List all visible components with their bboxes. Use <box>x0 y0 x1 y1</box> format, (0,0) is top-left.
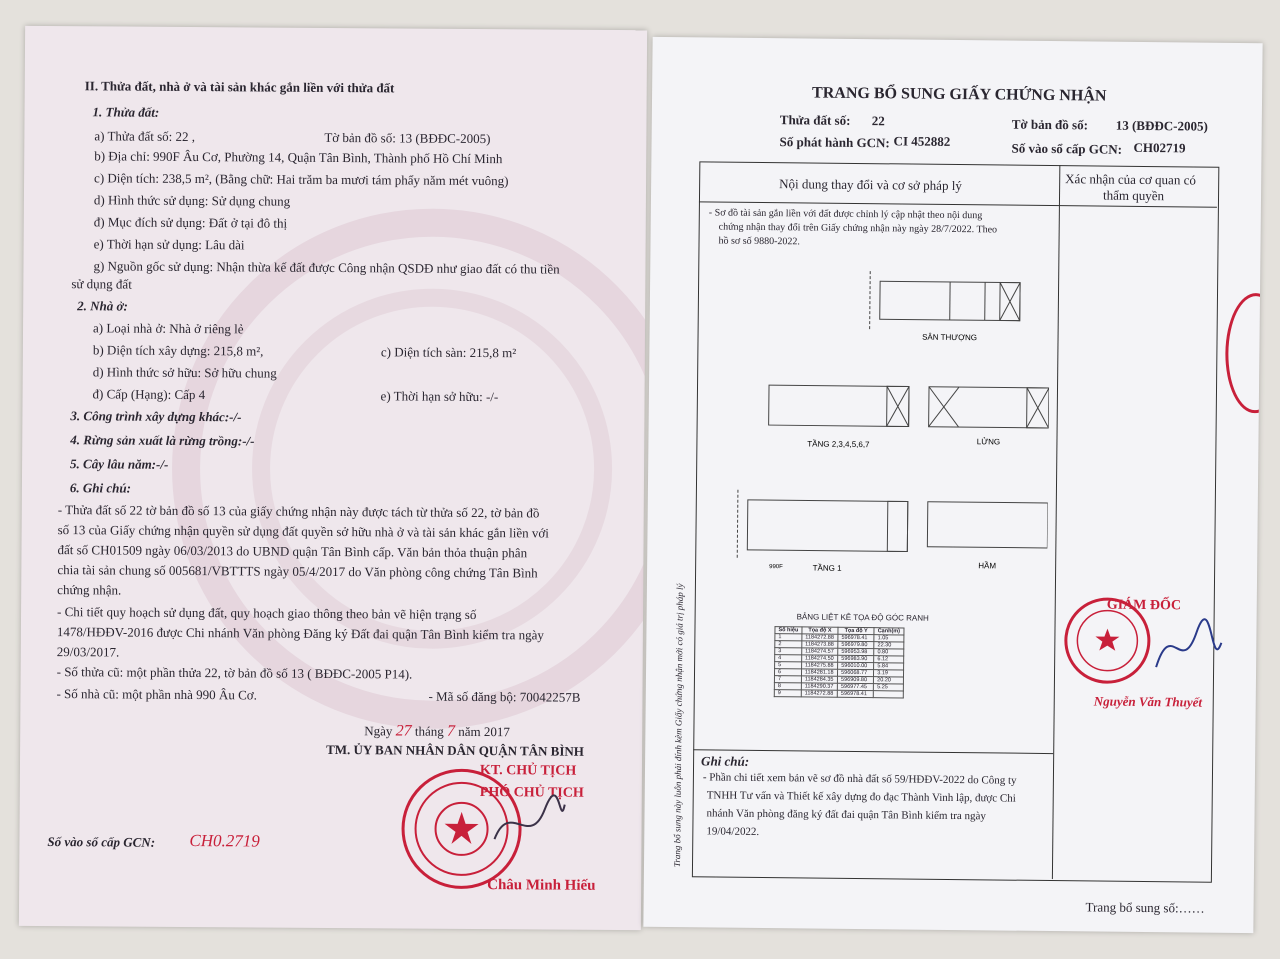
coord-cell: 3 <box>775 648 802 655</box>
note-line: nhánh Văn phòng đăng ký đất đai quận Tân Bình kiểm tra ngày <box>706 807 987 823</box>
gcn-book-label: Số vào sổ cấp GCN: <box>47 834 156 850</box>
coord-cell: 5.84 <box>874 663 903 670</box>
note-line: - Số nhà cũ: một phần nhà 990 Âu Cơ. <box>56 686 257 703</box>
date-prefix: Ngày <box>364 723 393 739</box>
director-signature <box>1146 612 1227 683</box>
map-value: 13 (BĐĐC-2005) <box>1115 117 1208 134</box>
coord-cell: 6.12 <box>874 656 903 663</box>
date-day: 27 <box>395 722 412 740</box>
coord-cell: 1 <box>775 634 802 641</box>
coord-cell: 1184272.88 <box>802 634 838 641</box>
land-origin: g) Nguồn gốc sử dụng: Nhận thừa kế đất được Công nhận QSDĐ như giao đất có thu tiền <box>93 258 560 277</box>
coord-cell: 596978.41 <box>838 634 874 641</box>
coord-row <box>774 690 903 698</box>
note-line: chứng nhận. <box>57 582 122 598</box>
coord-cell: 596068.77 <box>838 669 874 676</box>
coord-cell: 1184275.88 <box>801 662 837 669</box>
plan-mezzanine-label: LỬNG <box>976 437 1001 447</box>
coord-cell: 1184274.57 <box>802 648 838 655</box>
coord-col-header: Tọa độ Y <box>838 627 874 634</box>
director-name: Nguyễn Văn Thuyết <box>1093 693 1203 710</box>
drum-watermark-inner <box>251 287 614 650</box>
coord-cell: 9 <box>774 690 801 697</box>
map-label: Tờ bản đồ số: <box>1011 116 1089 133</box>
signer-name: Châu Minh Hiếu <box>487 877 596 894</box>
plan-terrace-label: SÂN THƯỢNG <box>922 332 978 343</box>
supplement-page-number: Trang bổ sung số:…… <box>1085 899 1205 916</box>
supplement-title: TRANG BỔ SUNG GIẤY CHỨNG NHẬN <box>812 84 1107 105</box>
note-line: 19/04/2022. <box>706 825 760 838</box>
vice-chair: PHÓ CHỦ TỊCH <box>479 785 584 801</box>
coord-cell: 1184281.18 <box>801 669 837 676</box>
coord-cell: 5 <box>775 662 802 669</box>
col-confirm-header-1: Xác nhận của cơ quan có <box>1065 171 1196 188</box>
coord-cell: 596953.98 <box>838 648 874 655</box>
plan-ground-label: TẦNG 1 <box>812 563 842 573</box>
note-line: - Số thửa cũ: một phần thửa 22, tờ bản đồ số 13 ( BĐĐC-2005 P14). <box>56 664 413 682</box>
coord-cell: 6 <box>774 669 801 676</box>
house-type: a) Loại nhà ở: Nhà ở riêng lẻ <box>92 320 244 337</box>
coord-cell: 596979.80 <box>838 641 874 648</box>
planted-forest: 4. Rừng sản xuất là rừng trồng:-/- <box>70 432 255 449</box>
note-line: - Thửa đất số 22 tờ bản đồ số 13 của giấy chứng nhận này được tách từ thửa số 22, tờ bản đồ <box>57 502 540 521</box>
coord-table-title: BẢNG LIỆT KÊ TỌA ĐỘ GÓC RANH <box>796 612 929 623</box>
coord-cell: 0.80 <box>874 649 903 656</box>
coordinate-table <box>774 626 904 698</box>
coord-cell: 596977.45 <box>837 683 873 690</box>
date-month-label: tháng <box>414 723 444 739</box>
book-label: Số vào sổ cấp GCN: <box>1011 140 1123 157</box>
date-year: năm 2017 <box>458 723 510 740</box>
coord-cell: 1184284.35 <box>801 676 837 683</box>
land-term: e) Thời hạn sử dụng: Lâu dài <box>93 236 245 253</box>
coord-cell: 8 <box>774 683 801 690</box>
serial-value: CI 452882 <box>893 133 951 149</box>
land-origin-cont: sử dụng đất <box>71 276 132 292</box>
coord-cell: 7 <box>774 676 801 683</box>
land-area: c) Diện tích: 238,5 m², (Bằng chữ: Hai trăm ba mươi tám phẩy năm mét vuông) <box>94 170 509 189</box>
date-month: 7 <box>446 722 456 740</box>
plan-street-label: 990F <box>769 564 783 571</box>
director-title: GIÁM ĐỐC <box>1106 597 1182 614</box>
coord-cell: 1184273.88 <box>802 641 838 648</box>
house-level: đ) Cấp (Hạng): Cấp 4 <box>92 386 206 403</box>
coord-cell: 3.19 <box>874 670 903 677</box>
other-constructions: 3. Công trình xây dựng khác:-/- <box>70 408 242 425</box>
note-line: TNHH Tư vấn và Thiết kế xây dựng đo đạc Thành Vinh lập, được Chi <box>706 789 1016 805</box>
col-content-header: Nội dung thay đổi và cơ sở pháp lý <box>779 176 962 194</box>
left-certificate-page <box>19 26 647 930</box>
house-heading: 2. Nhà ở: <box>77 298 128 314</box>
col-confirm-header-2: thẩm quyền <box>1102 187 1165 204</box>
note-line: - Chi tiết quy hoạch sử dụng đất, quy hoạch giao thông theo bản vẽ hiện trạng số <box>57 604 477 623</box>
coord-cell: 1.05 <box>874 635 903 642</box>
section-title: II. Thửa đất, nhà ở và tài sản khác gắn liền với thửa đất <box>84 78 395 96</box>
book-value: CH02719 <box>1133 139 1186 156</box>
coord-cell: 596978.41 <box>837 690 873 697</box>
notes-heading: Ghi chú: <box>701 753 750 769</box>
content-line: - Sơ đồ tài sản gắn liền với đất được chỉnh lý cập nhật theo nội dung <box>708 207 983 222</box>
serial-label: Số phát hành GCN: <box>779 134 890 151</box>
house-ownership: d) Hình thức sở hữu: Sở hữu chung <box>92 364 277 381</box>
coord-cell: 596983.90 <box>838 655 874 662</box>
plan-floors-label: TẦNG 2,3,4,5,6,7 <box>807 439 870 450</box>
supplement-page <box>643 37 1262 933</box>
coord-cell: 4 <box>775 655 802 662</box>
floor-plans-diagram <box>707 249 1050 583</box>
coord-cell: 1184290.37 <box>801 683 837 690</box>
content-line: chứng nhận thay đổi trên Giấy chứng nhận này ngày 28/7/2022. Theo <box>718 221 998 236</box>
authority-title: TM. ỦY BAN NHÂN DÂN QUẬN TÂN BÌNH <box>326 741 584 759</box>
land-parcel: a) Thửa đất số: 22 , <box>94 128 196 145</box>
coord-cell: 1184272.88 <box>801 690 837 697</box>
coord-cell: 5.25 <box>874 684 903 691</box>
coord-cell: 1184274.50 <box>802 655 838 662</box>
note-line: số 13 của Giấy chứng nhận quyền sử dụng đất quyền sở hữu nhà ở và tài sản khác gắn liền với <box>57 522 549 541</box>
house-floor-area: c) Diện tích sàn: 215,8 m² <box>380 344 517 361</box>
perennial-trees: 5. Cây lâu năm:-/- <box>70 456 169 472</box>
note-line: chia tài sản chung số 005681/VBTTTS ngày 05/4/2017 do Văn phòng công chứng Tân Bình <box>57 562 538 581</box>
content-line: hồ sơ số 9880-2022. <box>718 235 801 248</box>
house-built-area: b) Diện tích xây dựng: 215,8 m², <box>92 342 264 359</box>
note-line: 1478/HĐĐV-2016 được Chi nhánh Văn phòng Đăng ký Đất đai quận Tân Bình kiểm tra ngày <box>56 624 544 643</box>
coord-col-header: Số hiệu <box>775 627 802 634</box>
signature-mark <box>489 789 569 860</box>
land-address: b) Địa chỉ: 990F Âu Cơ, Phường 14, Quận Tân Bình, Thành phố Hồ Chí Minh <box>94 148 503 167</box>
notes-heading: 6. Ghi chú: <box>69 480 132 496</box>
issue-date <box>364 722 510 741</box>
coord-col-header: Cạnh(m) <box>874 628 903 635</box>
house-term: e) Thời hạn sở hữu: -/- <box>380 388 499 405</box>
parcel-label: Thửa đất số: <box>779 112 851 128</box>
coord-cell: 596909.80 <box>838 676 874 683</box>
parcel-value: 22 <box>871 113 885 129</box>
land-map: Tờ bản đồ số: 13 (BĐĐC-2005) <box>324 129 491 147</box>
land-use-form: d) Hình thức sử dụng: Sử dụng chung <box>93 192 291 209</box>
coord-cell: 596010.00 <box>838 662 874 669</box>
plan-basement-label: HẦM <box>978 561 997 571</box>
coord-cell: 20.20 <box>874 677 903 684</box>
coord-col-header: Tọa độ X <box>802 627 838 634</box>
note-line: - Phần chi tiết xem bản vẽ sơ đồ nhà đất số 59/HĐĐV-2022 do Công ty <box>702 771 1017 787</box>
gcn-book-value: CH0.2719 <box>189 831 260 851</box>
coord-cell <box>874 691 903 698</box>
registration-code: - Mã số đăng bộ: 70042257B <box>428 688 581 705</box>
land-purpose: đ) Mục đích sử dụng: Đất ở tại đô thị <box>93 214 288 231</box>
coord-cell: 22.30 <box>874 642 903 649</box>
note-line: 29/03/2017. <box>56 644 120 660</box>
note-line: đất số CH01509 ngày 06/03/2013 do UBND quận Tân Bình cấp. Văn bản thỏa thuận phân <box>57 542 528 561</box>
land-heading: 1. Thửa đất: <box>92 104 160 120</box>
edge-seal <box>1225 293 1263 414</box>
coord-cell: 2 <box>775 641 802 648</box>
kt-chair: KT. CHỦ TỊCH <box>479 763 577 779</box>
side-validity-note: Trang bổ sung này luôn phải đính kèm Giấy chứng nhận mới có giá trị pháp lý <box>671 583 685 868</box>
